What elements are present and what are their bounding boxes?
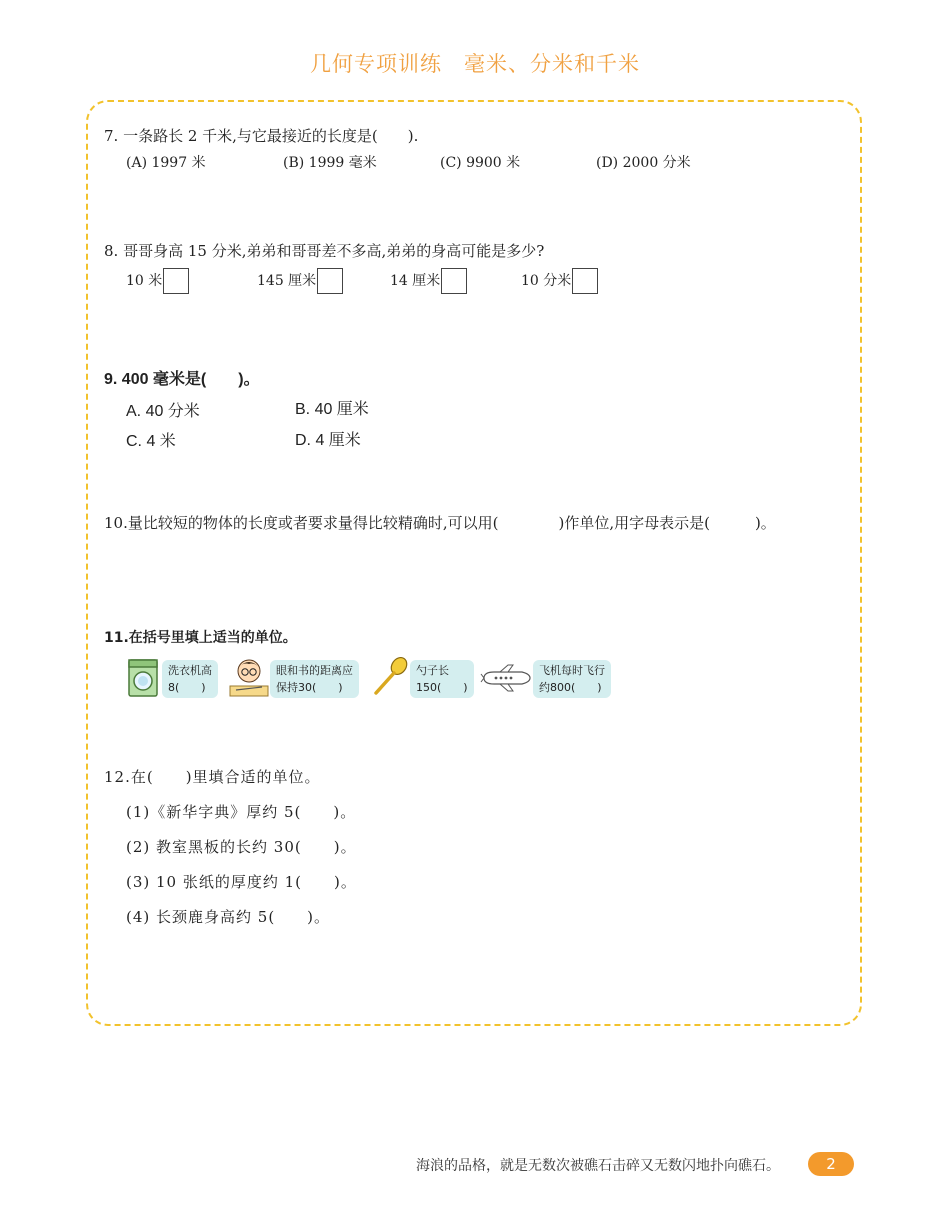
q11-item-3 (410, 660, 474, 698)
q8-option-4 (521, 268, 598, 294)
q8-option-2 (257, 268, 343, 294)
q7-option-c[interactable]: (C) 9900 米 (440, 155, 521, 171)
q11-item-2 (270, 660, 359, 698)
question-10: 10.量比较短的物体的长度或者要求量得比较精确时,可以用( )作单位,用字母表示是( )。 (104, 514, 776, 532)
q8-option-3 (390, 268, 467, 294)
q9-option-d[interactable]: D. 4 厘米 (295, 432, 361, 449)
airplane-icon (480, 664, 532, 692)
question-7: 7. 一条路长 2 千米,与它最接近的长度是( ). (104, 127, 419, 145)
q7-option-b[interactable]: (B) 1999 毫米 (283, 155, 377, 171)
spoon-icon (372, 657, 408, 697)
page-title: 几何专项训练 毫米、分米和千米 (310, 52, 640, 76)
q8-checkbox-2[interactable] (317, 268, 343, 294)
q8-checkbox-4[interactable] (572, 268, 598, 294)
q9-option-a[interactable]: A. 40 分米 (126, 403, 200, 420)
q7-option-a[interactable]: (A) 1997 米 (126, 155, 206, 171)
q11-item-1-line1: 洗衣机高 (168, 664, 212, 677)
washing-machine-icon (128, 659, 158, 697)
footer-quote: 海浪的品格，就是无数次被礁石击碎又无数闪地扑向礁石。 (416, 1158, 780, 1174)
q8-option-3-label: 14 厘米 (390, 273, 441, 289)
q11-item-4-line2[interactable]: 约800( ) (539, 681, 602, 694)
question-11: 11.在括号里填上适当的单位。 (104, 630, 297, 646)
q8-option-1-label: 10 米 (126, 273, 163, 289)
q11-item-2-line1: 眼和书的距离应 (276, 664, 353, 677)
q11-item-2-line2[interactable]: 保持30( ) (276, 681, 343, 694)
q11-item-4 (533, 660, 611, 698)
child-reading-icon (228, 656, 270, 698)
q9-option-b[interactable]: B. 40 厘米 (295, 401, 369, 418)
q11-item-1-line2[interactable]: 8( ) (168, 681, 206, 694)
q11-item-3-line2[interactable]: 150( ) (416, 681, 468, 694)
q7-option-d[interactable]: (D) 2000 分米 (596, 155, 691, 171)
page-number-badge: 2 (808, 1152, 854, 1176)
q8-option-4-label: 10 分米 (521, 273, 572, 289)
q11-item-4-line1: 飞机每时飞行 (539, 664, 605, 677)
question-12: 12.在( )里填合适的单位。 (104, 768, 321, 786)
q9-option-c[interactable]: C. 4 米 (126, 433, 176, 450)
q8-option-1 (126, 268, 189, 294)
q12-item-2[interactable]: (2) 教室黑板的长约 30( )。 (126, 838, 357, 856)
q12-item-3[interactable]: (3) 10 张纸的厚度约 1( )。 (126, 873, 357, 891)
q12-item-4[interactable]: (4) 长颈鹿身高约 5( )。 (126, 908, 331, 926)
q12-item-1[interactable]: (1)《新华字典》厚约 5( )。 (126, 803, 357, 821)
q8-checkbox-1[interactable] (163, 268, 189, 294)
q8-checkbox-3[interactable] (441, 268, 467, 294)
q11-item-3-line1: 勺子长 (416, 664, 449, 677)
question-9: 9. 400 毫米是( )。 (104, 371, 260, 388)
q8-option-2-label: 145 厘米 (257, 273, 317, 289)
question-8: 8. 哥哥身高 15 分米,弟弟和哥哥差不多高,弟弟的身高可能是多少? (104, 242, 545, 260)
q11-item-1 (162, 660, 218, 698)
